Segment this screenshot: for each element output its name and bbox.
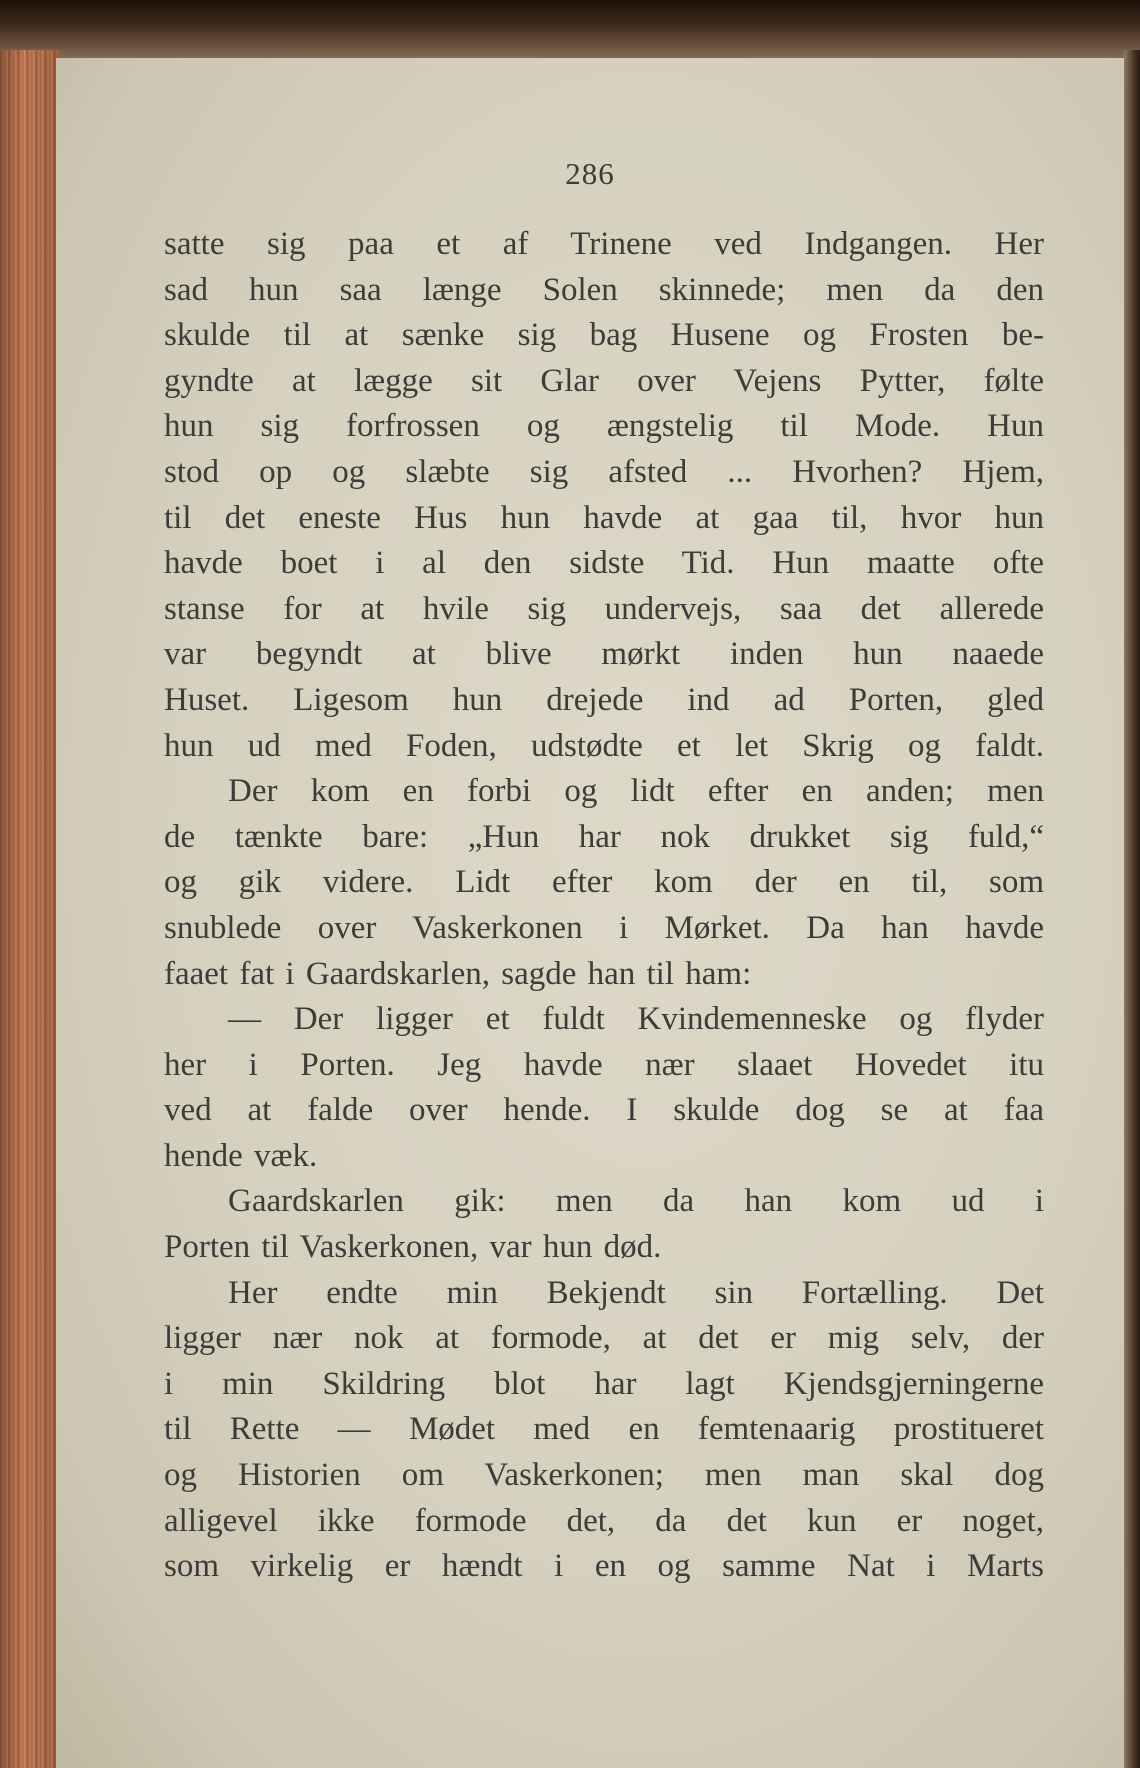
text-line: gyndte at lægge sit Glar over Vejens Pytter, følte (164, 362, 1044, 399)
text-line: Her endte min Bekjendt sin Fortælling. Det (228, 1274, 1044, 1311)
text-line: som virkelig er hændt i en og samme Nat i Marts (164, 1548, 1044, 1585)
text-line: faaet fat i Gaardskarlen, sagde han til ham: (164, 955, 752, 992)
text-line: stod op og slæbte sig afsted ... Hvorhen? Hjem, (164, 453, 1044, 490)
text-line: Der kom en forbi og lidt efter en anden; men (228, 773, 1044, 810)
body-text (164, 222, 1044, 1590)
text-line: de tænkte bare: „Hun har nok drukket sig fuld,“ (164, 818, 1044, 855)
text-line: til det eneste Hus hun havde at gaa til, hvor hun (164, 499, 1044, 536)
text-line: Gaardskarlen gik: men da han kom ud i (228, 1183, 1044, 1220)
text-line: hun ud med Foden, udstødte et let Skrig og faldt. (164, 727, 1044, 764)
text-line: Porten til Vaskerkonen, var hun død. (164, 1229, 662, 1266)
text-line: sad hun saa længe Solen skinnede; men da den (164, 271, 1044, 308)
text-line: ved at falde over hende. I skulde dog se at faa (164, 1092, 1044, 1129)
text-line: og Historien om Vaskerkonen; men man skal dog (164, 1457, 1044, 1494)
text-line: hende væk. (164, 1137, 318, 1174)
book-spine-top-edge (0, 0, 1140, 62)
text-line: havde boet i al den sidste Tid. Hun maatte ofte (164, 545, 1044, 582)
text-line: og gik videre. Lidt efter kom der en til, som (164, 864, 1044, 901)
text-line: her i Porten. Jeg havde nær slaaet Hovedet itu (164, 1046, 1044, 1083)
text-line: snublede over Vaskerkonen i Mørket. Da han havde (164, 909, 1044, 946)
text-line: til Rette — Mødet med en femtenaarig prostitueret (164, 1411, 1044, 1448)
book-cover-right-edge (1124, 50, 1140, 1768)
page-number: 286 (565, 156, 615, 191)
text-line: ligger nær nok at formode, at det er mig selv, der (164, 1320, 1044, 1357)
text-line: Huset. Ligesom hun drejede ind ad Porten, gled (164, 681, 1044, 718)
text-line: hun sig forfrossen og ængstelig til Mode. Hun (164, 408, 1044, 445)
text-line: skulde til at sænke sig bag Husene og Frosten be- (164, 317, 1044, 354)
text-line: var begyndt at blive mørkt inden hun naaede (164, 636, 1044, 673)
text-line: satte sig paa et af Trinene ved Indgangen. Her (164, 226, 1044, 262)
text-line: — Der ligger et fuldt Kvindemenneske og flyder (228, 1001, 1044, 1038)
text-line: alligevel ikke formode det, da det kun er noget, (164, 1502, 1044, 1539)
page-stack-shadow (0, 50, 60, 1768)
text-line: stanse for at hvile sig undervejs, saa det allerede (164, 590, 1044, 627)
text-line: i min Skildring blot har lagt Kjendsgjerningerne (164, 1365, 1044, 1402)
